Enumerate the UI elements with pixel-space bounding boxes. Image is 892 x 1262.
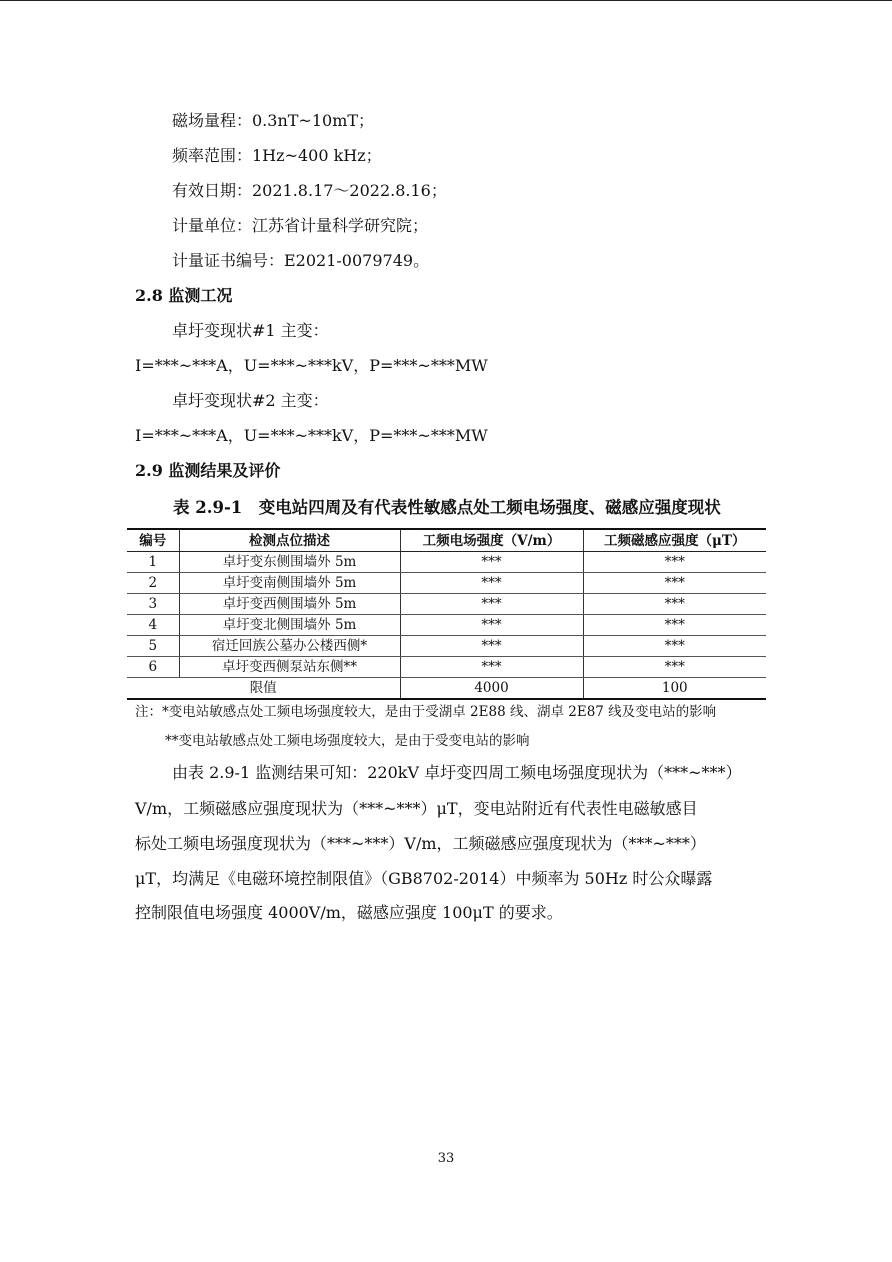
cell-id: 3: [127, 594, 179, 615]
page-number: 33: [437, 1151, 455, 1166]
monitoring-results-table: [127, 528, 766, 700]
spec-calibration-unit: 计量单位：江苏省计量科学研究院；: [172, 216, 429, 235]
table-limit-row: [127, 678, 766, 700]
spec-frequency-range: 频率范围：1Hz~400 kHz；: [172, 146, 382, 165]
cell-b-field: ***: [583, 657, 766, 678]
table-header-row: [127, 529, 766, 552]
table-row: [127, 657, 766, 678]
cell-location: 卓圩变东侧围墙外 5m: [179, 552, 400, 573]
cell-e-field: ***: [400, 594, 583, 615]
cell-location: 卓圩变西侧围墙外 5m: [179, 594, 400, 615]
cell-location: 卓圩变北侧围墙外 5m: [179, 615, 400, 636]
cell-e-field: ***: [400, 636, 583, 657]
cell-location: 宿迁回族公墓办公楼西侧*: [179, 636, 400, 657]
cell-location: 卓圩变西侧泵站东侧**: [179, 657, 400, 678]
table-row: [127, 552, 766, 573]
header-id: 编号: [127, 529, 179, 552]
table-row: [127, 636, 766, 657]
cell-e-field: ***: [400, 552, 583, 573]
cell-b-field: ***: [583, 573, 766, 594]
cell-b-field: ***: [583, 552, 766, 573]
table-note-1: 注：*变电站敏感点处工频电场强度较大，是由于受湖卓 2E88 线、湖卓 2E87 线及变电站的影响: [135, 704, 717, 720]
transformer-2-label: 卓圩变现状#2 主变：: [172, 391, 329, 410]
cell-id: 6: [127, 657, 179, 678]
conclusion-line-5: 控制限值电场强度 4000V/m，磁感应强度 100μT 的要求。: [135, 903, 563, 922]
cell-b-field: ***: [583, 594, 766, 615]
cell-e-field: ***: [400, 573, 583, 594]
spec-certificate-number: 计量证书编号：E2021-0079749。: [172, 251, 430, 270]
transformer-2-values: I=***~***A，U=***~***kV，P=***~***MW: [135, 426, 488, 445]
spec-valid-date: 有效日期：2021.8.17～2022.8.16；: [172, 181, 447, 200]
conclusion-line-4: μT，均满足《电磁环境控制限值》（GB8702-2014）中频率为 50Hz 时公众曝露: [135, 869, 713, 888]
conclusion-line-1: 由表 2.9-1 监测结果可知：220kV 卓圩变四周工频电场强度现状为（***~***）: [172, 763, 742, 782]
table-row: [127, 615, 766, 636]
conclusion-line-2: V/m，工频磁感应强度现状为（***~***）μT，变电站附近有代表性电磁敏感目: [135, 799, 698, 818]
header-location: 检测点位描述: [179, 529, 400, 552]
conclusion-line-3: 标处工频电场强度现状为（***~***）V/m，工频磁感应强度现状为（***~***）: [135, 834, 706, 853]
cell-b-field: ***: [583, 615, 766, 636]
table-row: [127, 594, 766, 615]
table-caption: 表 2.9-1 变电站四周及有代表性敏感点处工频电场强度、磁感应强度现状: [173, 498, 721, 517]
cell-b-field: ***: [583, 636, 766, 657]
cell-id: 1: [127, 552, 179, 573]
spec-magnetic-range: 磁场量程：0.3nT~10mT；: [172, 111, 375, 130]
limit-label: 限值: [127, 678, 400, 700]
transformer-1-values: I=***~***A，U=***~***kV，P=***~***MW: [135, 356, 488, 375]
cell-id: 2: [127, 573, 179, 594]
section-heading-2-8: 2.8 监测工况: [135, 286, 233, 305]
transformer-1-label: 卓圩变现状#1 主变：: [172, 321, 329, 340]
cell-id: 5: [127, 636, 179, 657]
limit-e-field: 4000: [400, 678, 583, 700]
section-heading-2-9: 2.9 监测结果及评价: [135, 461, 281, 480]
table-row: [127, 573, 766, 594]
header-e-field: 工频电场强度（V/m）: [400, 529, 583, 552]
cell-id: 4: [127, 615, 179, 636]
header-b-field: 工频磁感应强度（μT）: [583, 529, 766, 552]
cell-e-field: ***: [400, 615, 583, 636]
cell-location: 卓圩变南侧围墙外 5m: [179, 573, 400, 594]
page-top-border: [0, 0, 892, 1]
limit-b-field: 100: [583, 678, 766, 700]
table-note-2: **变电站敏感点处工频电场强度较大，是由于受变电站的影响: [165, 733, 530, 749]
cell-e-field: ***: [400, 657, 583, 678]
